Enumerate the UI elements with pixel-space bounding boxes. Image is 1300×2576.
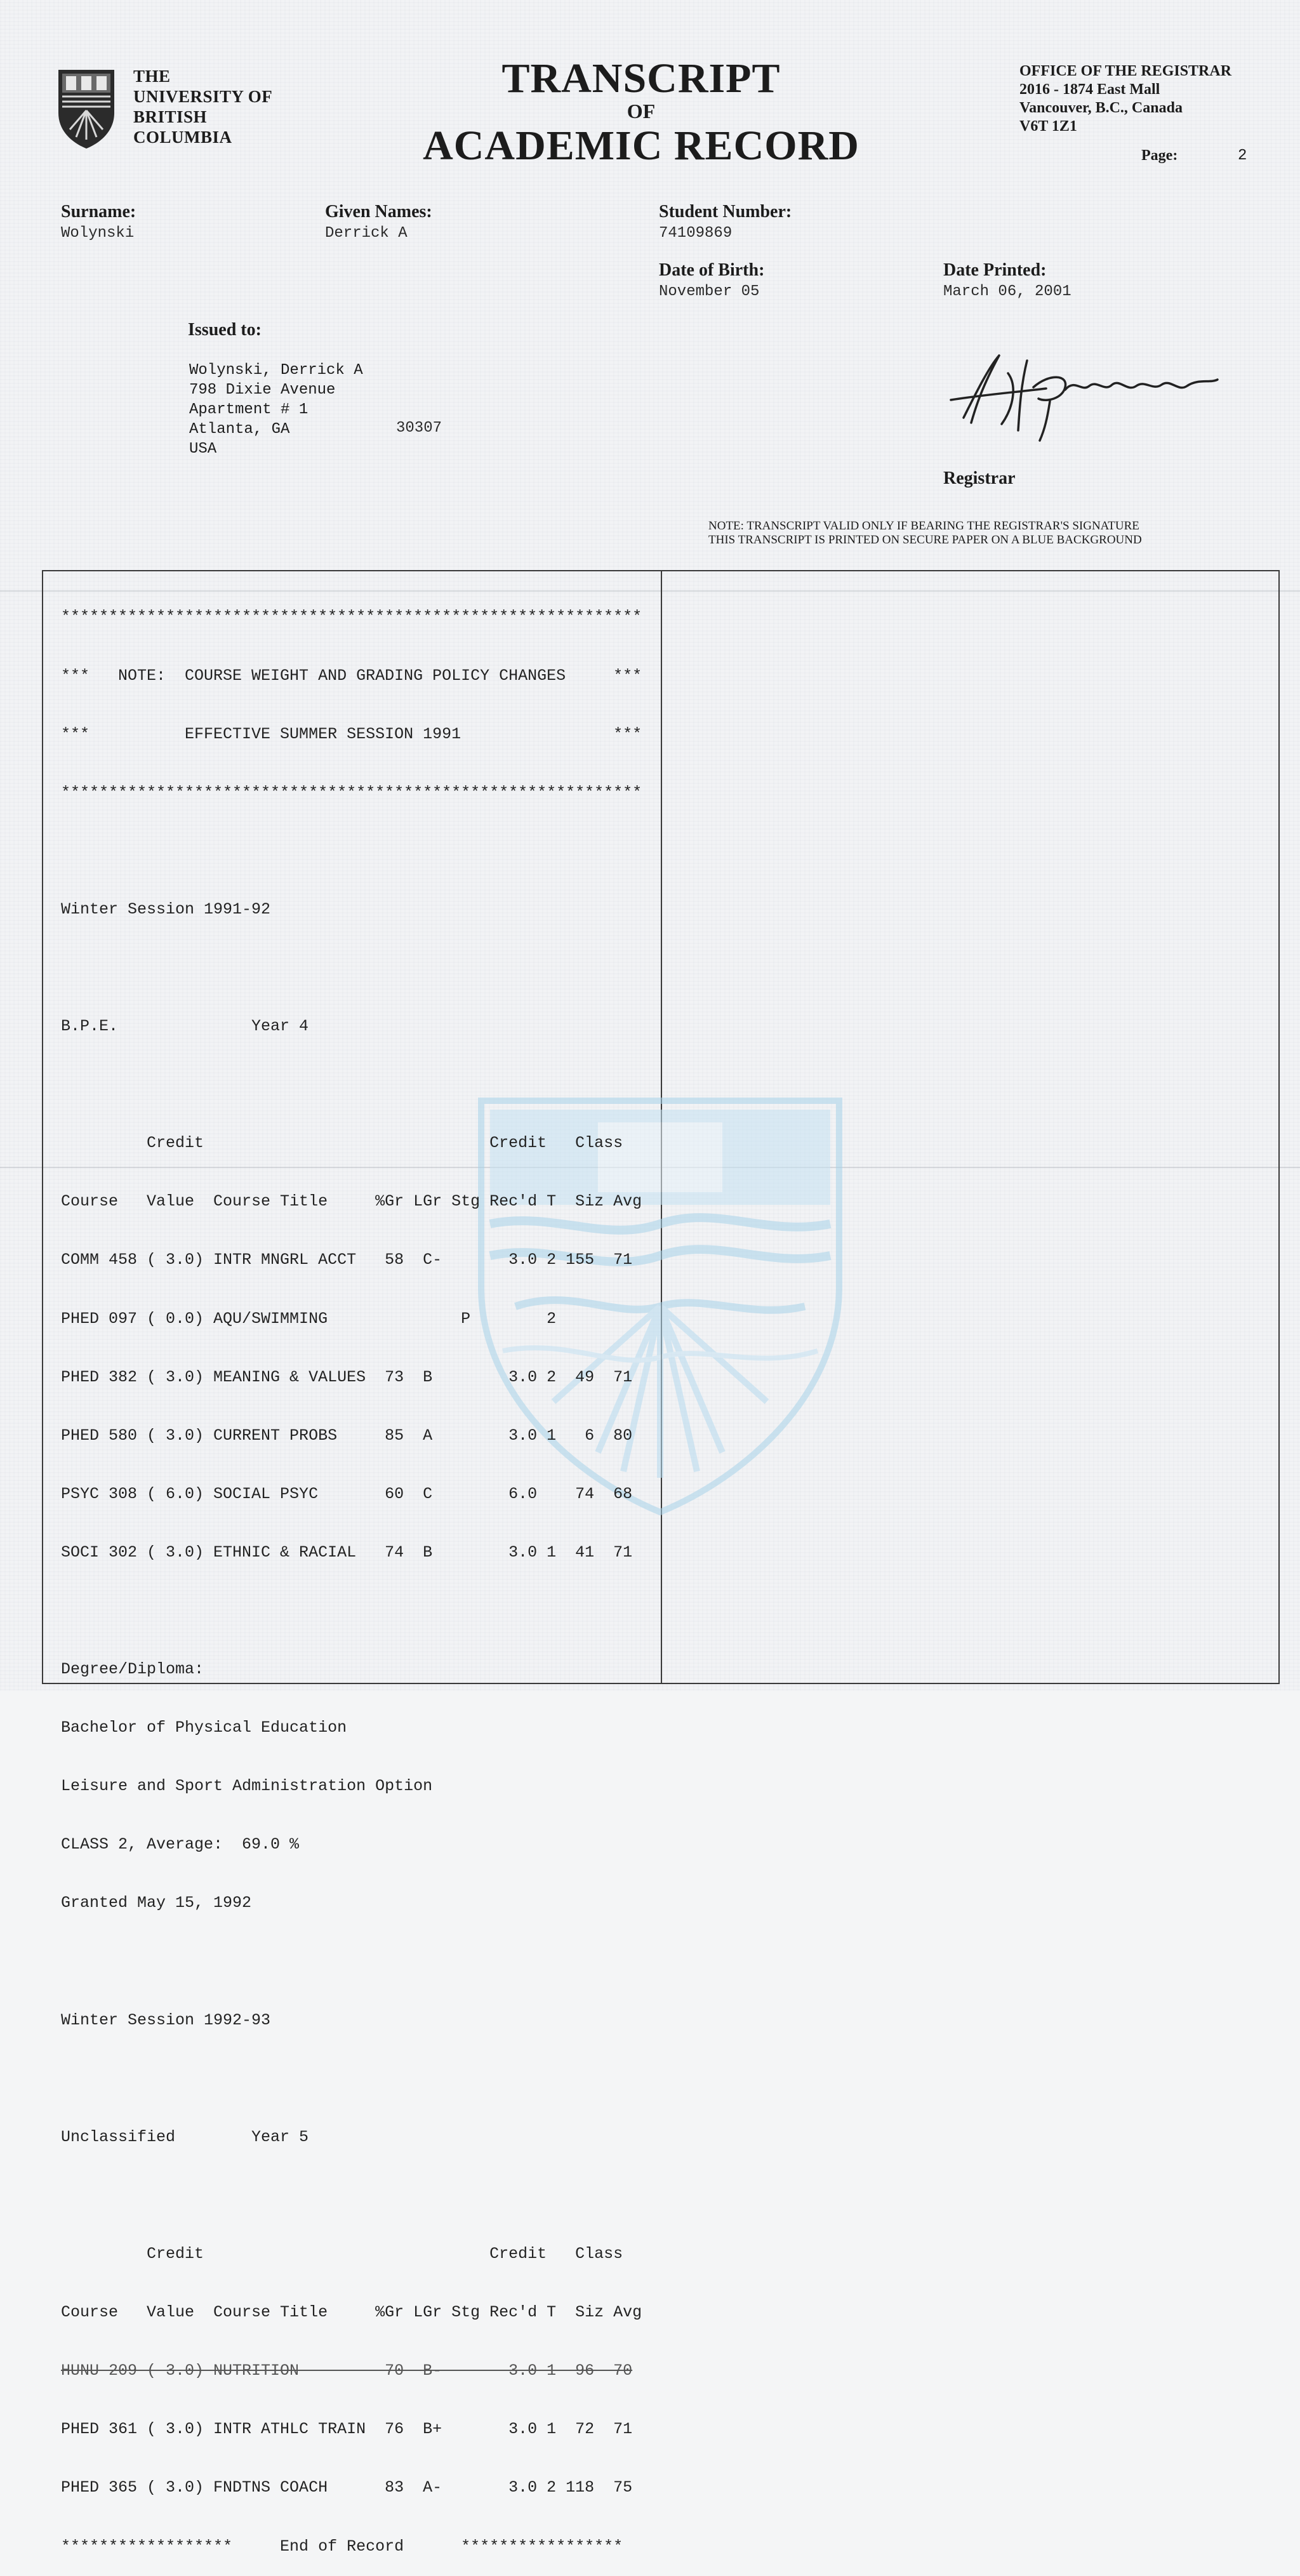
university-name-line: THE	[133, 67, 171, 86]
office-line: V6T 1Z1	[1019, 118, 1077, 135]
title-of: OF	[627, 100, 656, 123]
record-line: Unclassified Year 5	[61, 2127, 309, 2146]
office-line: 2016 - 1874 East Mall	[1019, 81, 1160, 98]
office-line: OFFICE OF THE REGISTRAR	[1019, 63, 1232, 79]
record-line: B.P.E. Year 4	[61, 1017, 309, 1036]
university-name-line: BRITISH	[133, 107, 208, 126]
academic-record-text	[61, 569, 642, 2576]
record-line	[61, 842, 642, 861]
record-line	[61, 1602, 642, 1621]
address-line: Apartment # 1	[189, 401, 308, 418]
record-line	[61, 2069, 642, 2089]
record-line: HUNU 209 ( 3.0) NUTRITION 70 B- 3.0 1 96 70	[61, 2361, 633, 2380]
date-of-birth-value: November 05	[659, 283, 760, 300]
record-line: COMM 458 ( 3.0) INTR MNGRL ACCT 58 C- 3.0 2 155 71	[61, 1251, 633, 1270]
record-line	[61, 959, 642, 978]
record-line: Course Value Course Title %Gr LGr Stg Rec'd T Siz Avg	[61, 2303, 642, 2322]
date-of-birth-label: Date of Birth:	[659, 260, 765, 280]
record-line: Granted May 15, 1992	[61, 1894, 252, 1913]
record-line: *************************************************************	[61, 783, 642, 802]
given-names-label: Given Names:	[325, 202, 432, 222]
record-line: PHED 361 ( 3.0) INTR ATHLC TRAIN 76 B+ 3.0 1 72 71	[61, 2420, 633, 2439]
validity-note-line: THIS TRANSCRIPT IS PRINTED ON SECURE PAPER ON A BLUE BACKGROUND	[708, 533, 1142, 547]
record-line: Leisure and Sport Administration Option	[61, 1777, 433, 1796]
record-line: PSYC 308 ( 6.0) SOCIAL PSYC 60 C 6.0 74 68	[61, 1484, 633, 1503]
registrar-office-address	[1019, 62, 1231, 136]
record-line: Course Value Course Title %Gr LGr Stg Rec'd T Siz Avg	[61, 1192, 642, 1211]
surname-label: Surname:	[61, 202, 136, 222]
validity-note	[708, 519, 1142, 547]
record-line: PHED 580 ( 3.0) CURRENT PROBS 85 A 3.0 1 6 80	[61, 1426, 633, 1445]
date-printed-value: March 06, 2001	[943, 283, 1071, 300]
record-line	[61, 2186, 642, 2206]
registrar-label: Registrar	[943, 468, 1016, 488]
ubc-crest-logo	[57, 69, 116, 150]
address-line: Wolynski, Derrick A	[189, 362, 363, 379]
validity-note-line: NOTE: TRANSCRIPT VALID ONLY IF BEARING THE REGISTRAR'S SIGNATURE	[708, 519, 1139, 533]
student-number-label: Student Number:	[659, 202, 792, 222]
issued-to-label: Issued to:	[188, 320, 262, 340]
document-title	[406, 56, 876, 171]
record-line: Degree/Diploma:	[61, 1660, 204, 1679]
student-number-value: 74109869	[659, 225, 733, 242]
given-names-value: Derrick A	[325, 225, 408, 242]
address-line: USA	[189, 441, 217, 458]
record-line: PHED 365 ( 3.0) FNDTNS COACH 83 A- 3.0 2 118 75	[61, 2478, 633, 2497]
record-line: *** NOTE: COURSE WEIGHT AND GRADING POLICY CHANGES ***	[61, 666, 642, 685]
record-line	[61, 1953, 642, 1972]
title-academic-record: ACADEMIC RECORD	[423, 123, 859, 169]
surname-value: Wolynski	[61, 225, 135, 242]
registrar-signature	[938, 348, 1230, 443]
record-line: PHED 097 ( 0.0) AQU/SWIMMING P 2	[61, 1309, 557, 1328]
office-line: Vancouver, B.C., Canada	[1019, 100, 1183, 116]
record-line: Credit Credit Class	[61, 1134, 623, 1153]
address-line: 798 Dixie Avenue	[189, 382, 336, 399]
record-line: Winter Session 1992-93	[61, 2010, 271, 2029]
record-line: Bachelor of Physical Education	[61, 1718, 347, 1737]
record-line: Credit Credit Class	[61, 2245, 623, 2264]
record-line: *** EFFECTIVE SUMMER SESSION 1991 ***	[61, 724, 642, 743]
record-line: Winter Session 1991-92	[61, 900, 271, 919]
record-line: PHED 382 ( 3.0) MEANING & VALUES 73 B 3.0 2 49 71	[61, 1367, 633, 1386]
address-line: Atlanta, GA	[189, 421, 290, 438]
record-line: CLASS 2, Average: 69.0 %	[61, 1835, 300, 1854]
record-line	[61, 1075, 642, 1095]
date-printed-label: Date Printed:	[943, 260, 1047, 280]
university-name	[133, 66, 272, 147]
record-line: SOCI 302 ( 3.0) ETHNIC & RACIAL 74 B 3.0 1 41 71	[61, 1543, 633, 1562]
university-name-line: UNIVERSITY OF	[133, 87, 273, 106]
record-line: ****************** End of Record *****************	[61, 2537, 623, 2556]
university-name-line: COLUMBIA	[133, 128, 232, 147]
page-label: Page:	[1141, 147, 1178, 164]
title-transcript: TRANSCRIPT	[501, 55, 781, 102]
address-zip: 30307	[396, 420, 442, 437]
page-number: 2	[1238, 147, 1247, 164]
issued-to-address	[189, 361, 363, 459]
record-line: *************************************************************	[61, 607, 642, 627]
